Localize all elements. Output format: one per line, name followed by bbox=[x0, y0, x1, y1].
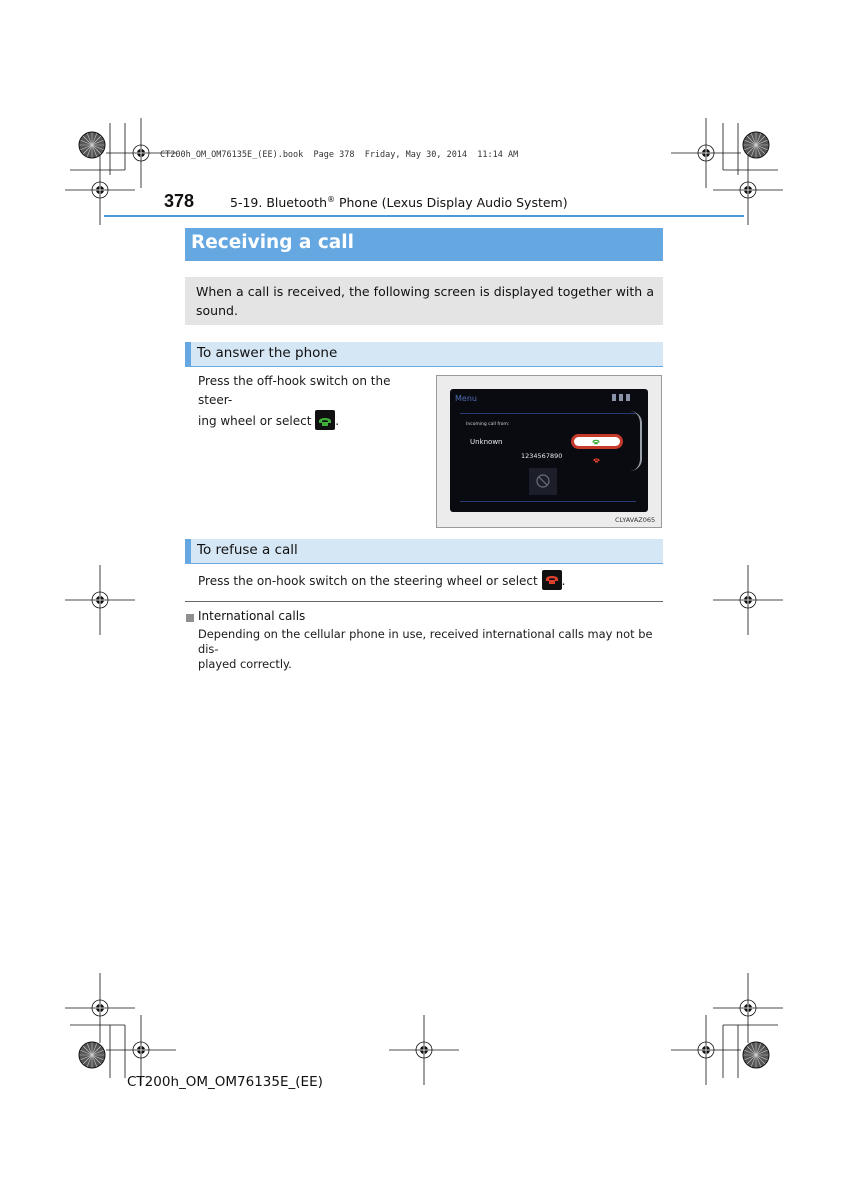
answer-end: . bbox=[335, 414, 340, 428]
section-name: 5-19. Bluetooth bbox=[230, 195, 327, 211]
international-heading: International calls bbox=[198, 609, 306, 623]
caller-number: 1234567890 bbox=[521, 452, 563, 460]
phone-reject-icon bbox=[542, 570, 562, 590]
refuse-instructions bbox=[198, 570, 658, 591]
refuse-heading: To refuse a call bbox=[197, 542, 298, 558]
scroll-arc bbox=[630, 411, 642, 471]
refuse-heading-bar bbox=[185, 539, 663, 564]
refuse-text: Press the on-hook switch on the steering wheel or select bbox=[198, 574, 538, 588]
header-rule bbox=[104, 215, 744, 217]
page-number: 378 bbox=[164, 191, 195, 211]
incoming-call-dialog bbox=[460, 413, 636, 502]
bullet-square-icon bbox=[186, 614, 194, 622]
figure-caption: CLYAVAZ065 bbox=[615, 516, 656, 524]
section-name-rest: Phone (Lexus Display Audio System) bbox=[335, 195, 568, 211]
signal-icon bbox=[619, 394, 623, 401]
caller-name: Unknown bbox=[470, 438, 503, 446]
incoming-call-screen bbox=[450, 389, 648, 512]
footer-code: CT200h_OM_OM76135E_(EE) bbox=[127, 1074, 323, 1090]
answer-heading: To answer the phone bbox=[197, 345, 338, 361]
section-divider bbox=[185, 601, 663, 602]
section-title bbox=[230, 195, 568, 210]
phone-reject-icon[interactable] bbox=[592, 457, 601, 464]
answer-instructions bbox=[198, 372, 428, 431]
keypad-button[interactable] bbox=[529, 468, 557, 495]
page-title: Receiving a call bbox=[191, 232, 354, 253]
answer-heading-bar bbox=[185, 342, 663, 367]
international-line-1: Depending on the cellular phone in use, received international calls may not be dis- bbox=[198, 627, 653, 656]
refuse-end: . bbox=[561, 574, 566, 588]
answer-line-2-wrap bbox=[198, 410, 428, 431]
print-info: CT200h_OM_OM76135E_(EE).book Page 378 Friday, May 30, 2014 11:14 AM bbox=[160, 150, 519, 160]
intro-box bbox=[185, 277, 663, 325]
answer-line-2: ing wheel or select bbox=[198, 414, 312, 428]
bluetooth-icon bbox=[612, 394, 616, 401]
intro-text: When a call is received, the following screen is displayed together with a sound. bbox=[196, 284, 654, 318]
phone-answer-icon bbox=[591, 438, 601, 446]
battery-icon bbox=[626, 394, 630, 401]
answer-line-1: Press the off-hook switch on the steer- bbox=[198, 374, 391, 407]
registered-mark: ® bbox=[327, 195, 335, 204]
phone-answer-icon bbox=[315, 410, 335, 430]
international-line-2: played correctly. bbox=[198, 657, 292, 671]
international-text bbox=[198, 627, 659, 672]
keypad-off-icon bbox=[535, 473, 551, 489]
incoming-label: Incoming call from: bbox=[466, 422, 510, 427]
page-title-bar bbox=[185, 228, 663, 261]
menu-label: Menu bbox=[455, 394, 477, 403]
status-icons bbox=[612, 394, 630, 401]
